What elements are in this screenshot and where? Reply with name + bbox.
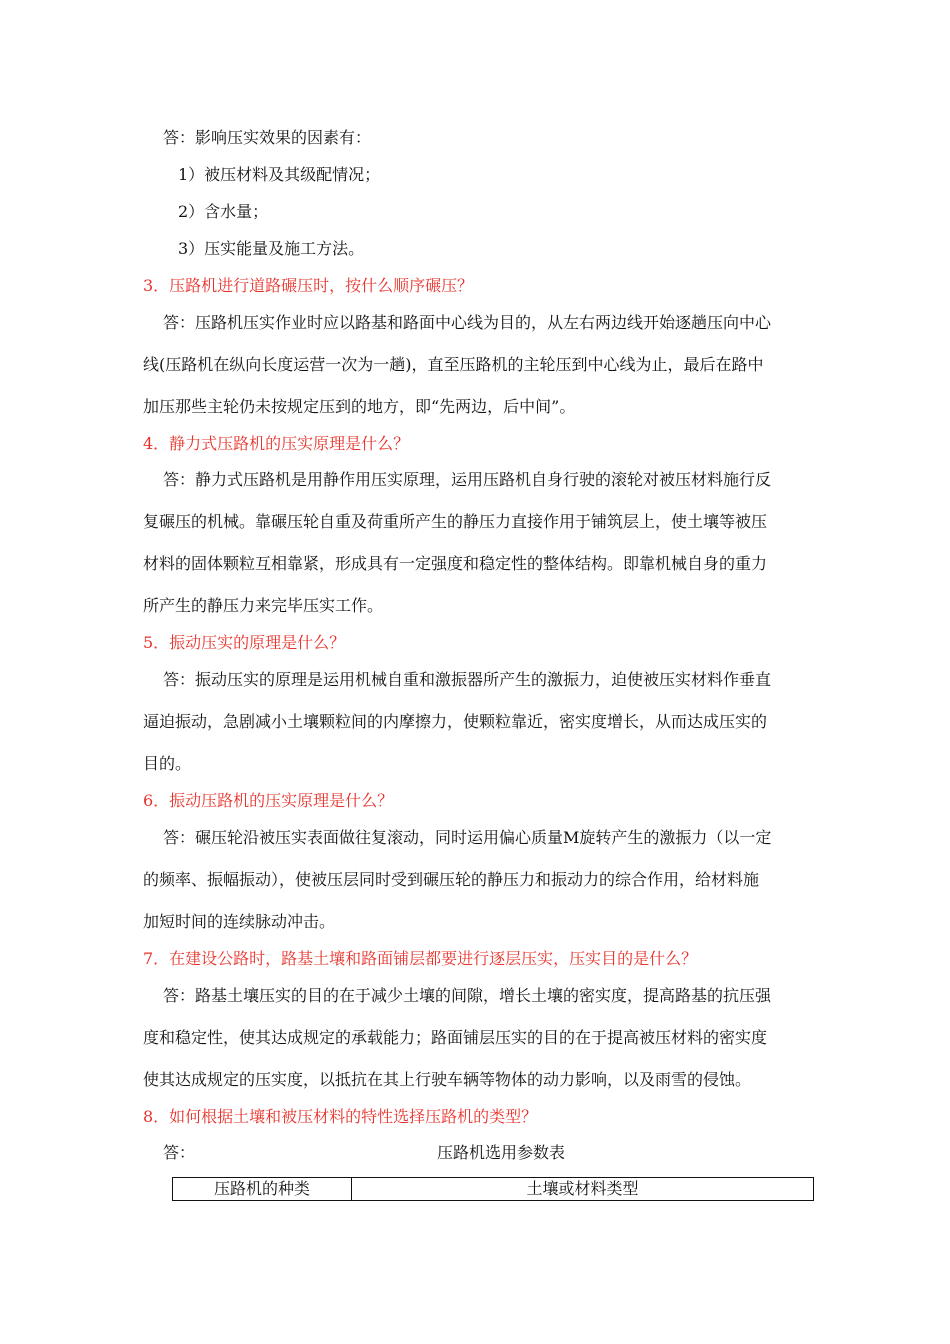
answer-4-line-4: 所产生的静压力来完毕压实工作。 bbox=[143, 596, 384, 615]
intro-item-3: 3）压实能量及施工方法。 bbox=[178, 239, 365, 258]
question-3: 3．压路机进行道路碾压时，按什么顺序碾压？ bbox=[143, 276, 474, 295]
table-header-material-type: 土壤或材料类型 bbox=[526, 1179, 639, 1198]
answer-3-line-3: 加压那些主轮仍未按规定压到的地方，即“先两边，后中间”。 bbox=[143, 397, 576, 416]
answer-7-line-1: 答：路基土壤压实的目的在于减少土壤的间隙，增长土壤的密实度，提高路基的抗压强 bbox=[163, 986, 772, 1005]
table-header-roller-type: 压路机的种类 bbox=[173, 1178, 352, 1200]
answer-4-line-1: 答：静力式压路机是用静作用压实原理，运用压路机自身行驶的滚轮对被压材料施行反 bbox=[163, 470, 772, 489]
intro-answer: 答：影响压实效果的因素有： bbox=[163, 128, 372, 147]
answer-4-line-3: 材料的固体颗粒互相靠紧，形成具有一定强度和稳定性的整体结构。即靠机械自身的重力 bbox=[143, 554, 768, 573]
answer-5-line-3: 目的。 bbox=[143, 754, 192, 773]
parameter-table bbox=[172, 1177, 814, 1201]
answer-4-line-2: 复碾压的机械。靠碾压轮自重及荷重所产生的静压力直接作用于铺筑层上，使土壤等被压 bbox=[143, 512, 768, 531]
answer-6-line-2: 的频率、振幅振动），使被压层同时受到碾压轮的静压力和振动力的综合作用，给材料施 bbox=[143, 870, 760, 889]
intro-item-2: 2）含水量； bbox=[178, 202, 269, 221]
answer-3-line-1: 答：压路机压实作业时应以路基和路面中心线为目的，从左右两边线开始逐趟压向中心 bbox=[163, 313, 772, 332]
answer-5-line-1: 答：振动压实的原理是运用机械自重和激振器所产生的激振力，迫使被压实材料作垂直 bbox=[163, 670, 772, 689]
question-8: 8．如何根据土壤和被压材料的特性选择压路机的类型？ bbox=[143, 1107, 538, 1126]
answer-8: 答： bbox=[163, 1143, 196, 1162]
question-6: 6．振动压路机的压实原理是什么？ bbox=[143, 791, 394, 810]
intro-item-1: 1）被压材料及其级配情况； bbox=[178, 165, 381, 184]
answer-6-line-1: 答：碾压轮沿被压实表面做往复滚动，同时运用偏心质量M旋转产生的激振力（以一定 bbox=[163, 828, 772, 847]
table-caption: 压路机选用参数表 bbox=[437, 1143, 566, 1162]
answer-3-line-2: 线(压路机在纵向长度运营一次为一趟)，直至压路机的主轮压到中心线为止，最后在路中 bbox=[143, 355, 764, 374]
answer-7-line-3: 使其达成规定的压实度，以抵抗在其上行驶车辆等物体的动力影响，以及雨雪的侵蚀。 bbox=[143, 1070, 752, 1089]
answer-5-line-2: 逼迫振动，急剧减小土壤颗粒间的内摩擦力，使颗粒靠近，密实度增长，从而达成压实的 bbox=[143, 712, 768, 731]
question-5: 5．振动压实的原理是什么？ bbox=[143, 633, 346, 652]
question-4: 4．静力式压路机的压实原理是什么？ bbox=[143, 434, 410, 453]
answer-6-line-3: 加短时间的连续脉动冲击。 bbox=[143, 912, 336, 931]
question-7: 7．在建设公路时，路基土壤和路面铺层都要进行逐层压实，压实目的是什么？ bbox=[143, 949, 698, 968]
answer-7-line-2: 度和稳定性，使其达成规定的承载能力；路面铺层压实的目的在于提高被压材料的密实度 bbox=[143, 1028, 768, 1047]
